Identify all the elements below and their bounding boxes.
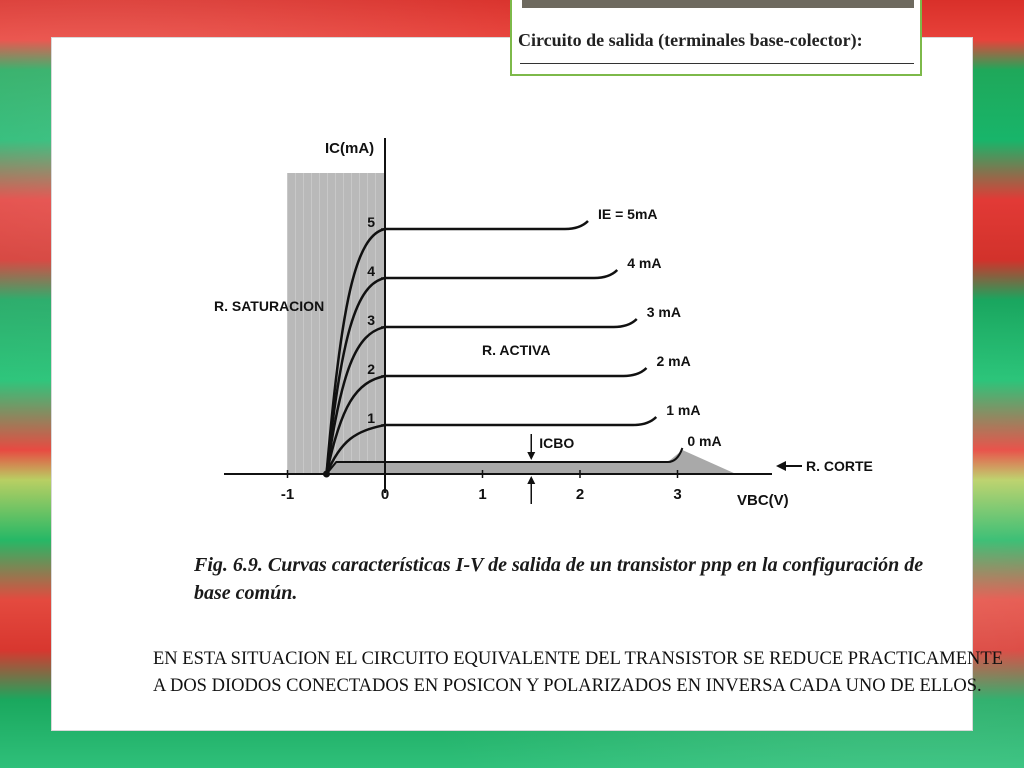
y-tick-label: 4 — [367, 263, 375, 279]
y-tick-label: 3 — [367, 312, 375, 328]
curve-label: 1 mA — [666, 402, 701, 418]
slide-panel — [52, 38, 1003, 730]
figure-caption: Fig. 6.9. Curvas características I-V de salida de un transistor pnp en la configuración de base común. — [194, 554, 924, 604]
body-paragraph: EN ESTA SITUACION EL CIRCUITO EQUIVALENTE DEL TRANSISTOR SE REDUCE PRACTICAMENTE A DOS DIODOS CONECTADOS EN POSICON Y POLARIZADOS EN INVERSA CADA UNO DE ELLOS. — [153, 649, 1003, 696]
x-tick-label: 2 — [575, 486, 585, 503]
y-tick-label: 5 — [367, 214, 375, 230]
x-tick-label: -1 — [280, 486, 295, 503]
x-axis-label: VBC(V) — [737, 492, 789, 509]
x-tick-label: 0 — [380, 486, 390, 503]
region-label-active: R. ACTIVA — [482, 342, 551, 358]
curve-label: IE = 5mA — [598, 206, 658, 222]
region-label-saturation: R. SATURACION — [214, 298, 325, 314]
header-box — [510, 0, 922, 76]
header-bar — [522, 0, 914, 8]
cutoff-arrow-head — [776, 461, 786, 471]
icbo-label: ICBO — [539, 435, 575, 451]
header-title: Circuito de salida (terminales base-colector): — [518, 30, 863, 50]
curve-label: 2 mA — [656, 353, 691, 369]
curve-label: 3 mA — [646, 304, 681, 320]
figure — [172, 133, 962, 618]
icbo-arrowhead-down — [527, 452, 535, 460]
x-tick-label: 1 — [478, 486, 487, 503]
y-tick-label: 2 — [367, 361, 375, 377]
iv-chart — [172, 133, 962, 543]
icbo-arrowhead-up — [527, 476, 535, 484]
y-tick-label: 1 — [367, 410, 375, 426]
x-tick-label: 3 — [673, 486, 682, 503]
y-axis-label: IC(mA) — [325, 140, 375, 157]
curve-origin-dot — [323, 471, 330, 478]
region-label-cutoff: R. CORTE — [806, 458, 873, 474]
curve-label: 4 mA — [627, 255, 662, 271]
header-rule — [520, 63, 914, 64]
curve-label: 0 mA — [687, 433, 722, 449]
